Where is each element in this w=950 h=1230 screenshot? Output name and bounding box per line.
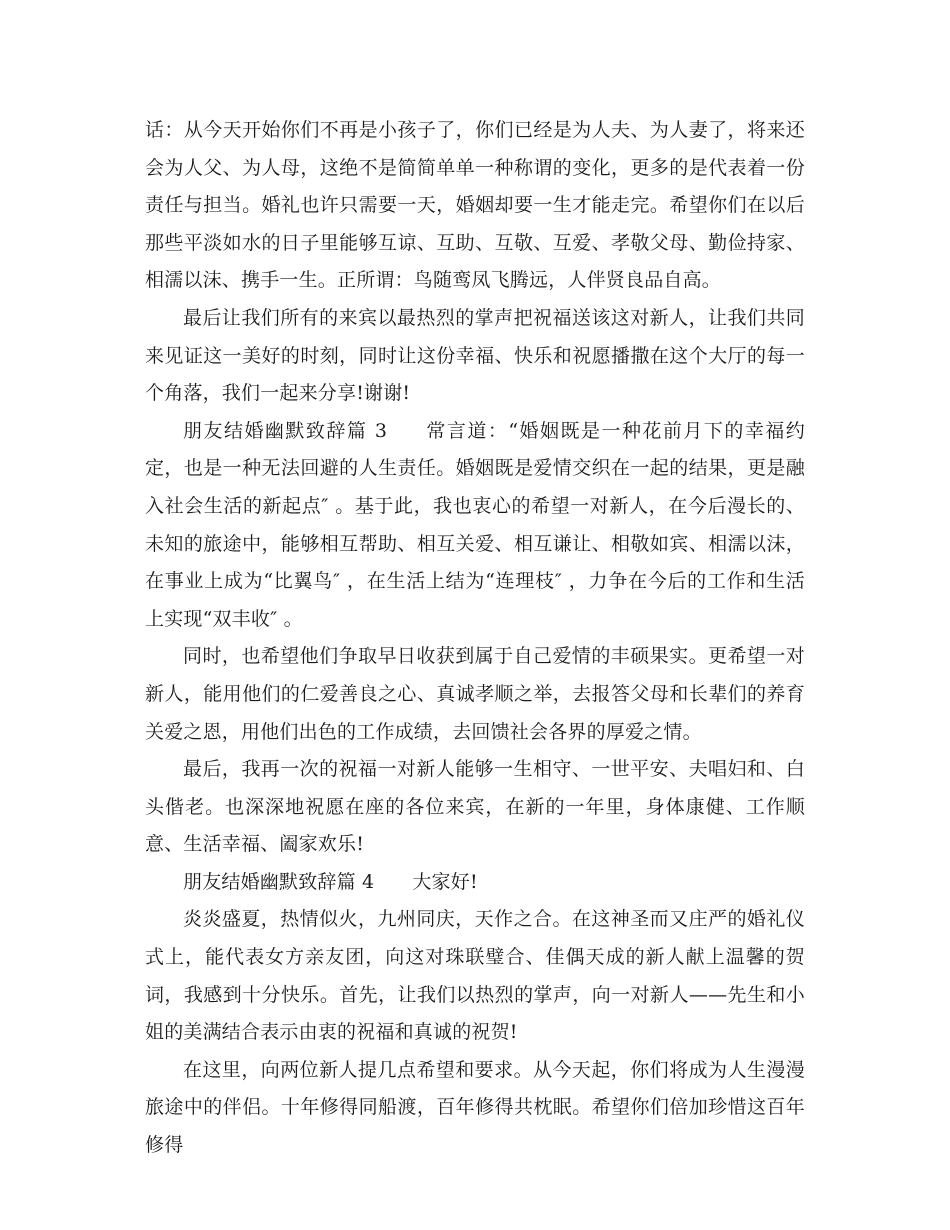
paragraph-1: 话：从今天开始你们不再是小孩子了，你们已经是为人夫、为人妻了，将来还会为人父、为人母，这绝不是简简单单一种称谓的变化，更多的是代表着一份责任与担当。婚礼也许只需要一天，婚姻却要一生才能走完。希望你们在以后那些平淡如水的日子里能够互谅、互助、互敬、互爱、孝敬父母、勤俭持家、相濡以沫、携手一生。正所谓：鸟随鸾凤飞腾远，人伴贤良品自高。 [145, 119, 805, 292]
paragraph-3-body: 常言道：“婚姻既是一种花前月下的幸福约定，也是一种无法回避的人生责任。婚姻既是爱情交织在一起的结果，更是融入社会生活的新起点″ 。基于此，我也衷心的希望一对新人，在今后漫长的、未知的旅途中，能够相互帮助、相互关爱、相互谦让、相敬如宾、相濡以沫，在事业上成为“比翼鸟″ ，在生活上结为“连理枝″ ，力争在今后的工作和生活上实现“双丰收″ 。 [145, 419, 805, 630]
paragraph-8: 在这里，向两位新人提几点希望和要求。从今天起，你们将成为人生漫漫旅途中的伴侣。十年修得同船渡，百年修得共枕眠。希望你们倍加珍惜这百年修得 [145, 1058, 805, 1157]
paragraph-7: 炎炎盛夏，热情似火，九州同庆，天作之合。在这神圣而又庄严的婚礼仪式上，能代表女方亲友团，向这对珠联璧合、佳偶天成的新人献上温馨的贺词，我感到十分快乐。首先，让我们以热烈的掌声，向一对新人——先生和小姐的美满结合表示由衷的祝福和真诚的祝贺! [145, 908, 805, 1044]
section-heading-4: 朋友结婚幽默致辞篇 4 [183, 870, 375, 893]
paragraph-5: 最后，我再一次的祝福一对新人能够一生相守、一世平安、夫唱妇和、白头偕老。也深深地祝愿在座的各位来宾，在新的一年里，身体康健、工作顺意、生活幸福、阖家欢乐! [145, 758, 805, 856]
paragraph-2: 最后让我们所有的来宾以最热烈的掌声把祝福送该这对新人，让我们共同来见证这一美好的时刻，同时让这份幸福、快乐和祝愿播撒在这个大厅的每一个角落，我们一起来分享!谢谢! [145, 306, 805, 405]
paragraph-6 [145, 864, 805, 902]
paragraph-3 [145, 413, 805, 639]
paragraph-4: 同时，也希望他们争取早日收获到属于自己爱情的丰硕果实。更希望一对新人，能用他们的仁爱善良之心、真诚孝顺之举，去报答父母和长辈们的养育关爱之恩，用他们出色的工作成绩，去回馈社会各界的厚爱之情。 [145, 645, 805, 743]
paragraph-6-body: 大家好! [412, 870, 478, 893]
document-page [145, 112, 805, 1165]
section-heading-3: 朋友结婚幽默致辞篇 3 [183, 419, 388, 442]
